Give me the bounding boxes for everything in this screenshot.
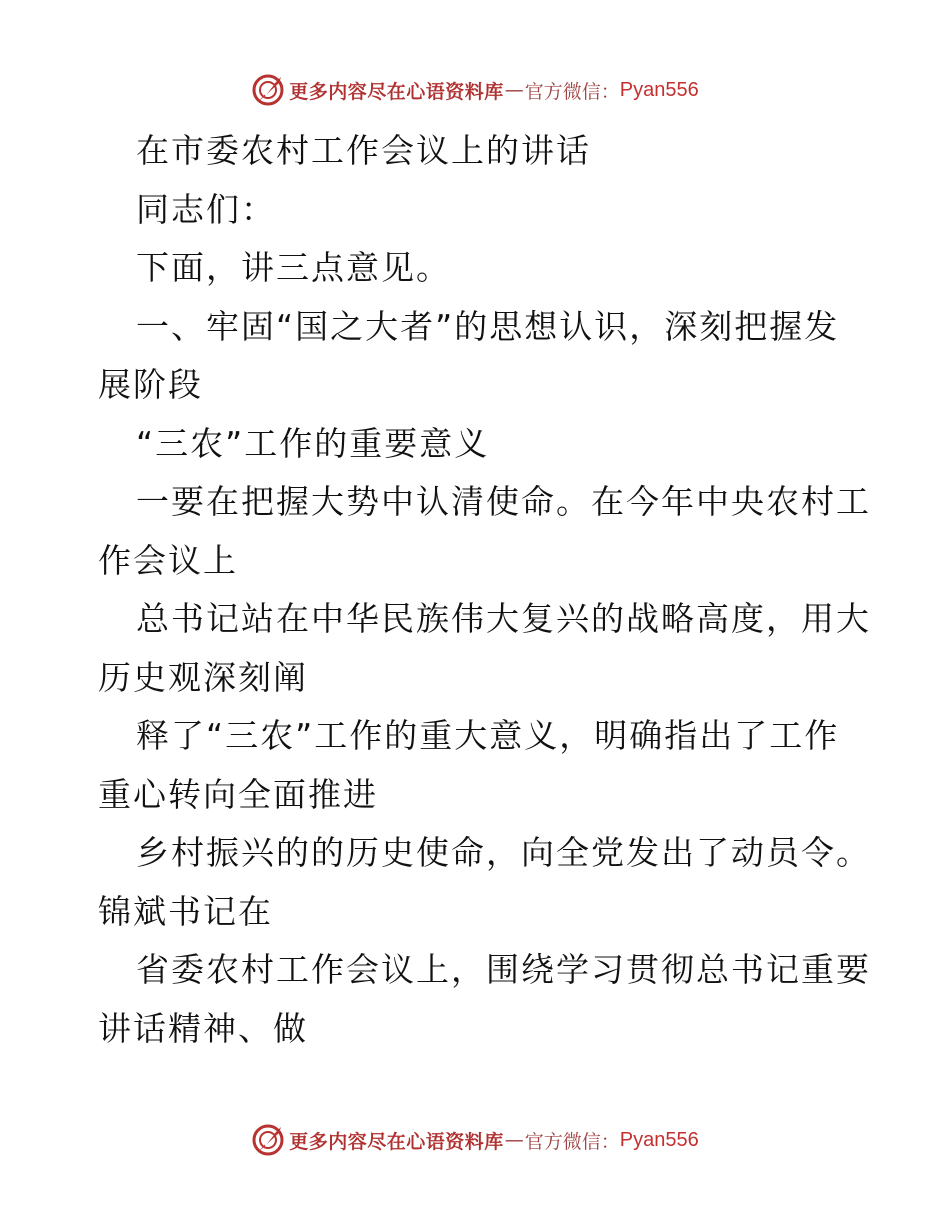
banner-wechat-id: Pyan556 (619, 1128, 699, 1151)
salutation: 同志们： (136, 189, 276, 229)
quill-logo-icon (251, 1123, 285, 1157)
section-heading-line: 展阶段 (98, 365, 203, 404)
document-body (98, 122, 871, 1058)
banner-text: 更多内容尽在心语资料库 (289, 1130, 504, 1153)
banner-wechat-label: 官方微信： (524, 80, 620, 103)
quill-logo-icon (251, 73, 285, 107)
paragraph-line: 讲话精神、做 (98, 1008, 308, 1048)
banner-wechat-id: Pyan556 (619, 78, 699, 101)
paragraph-line: 一要在把握大势中认清使命。在今年中央农村工 (136, 482, 871, 521)
footer-banner (0, 1120, 950, 1160)
paragraph-line: 锦斌书记在 (98, 891, 273, 931)
banner-wechat-label: 官方微信： (524, 1130, 620, 1153)
section-heading-line: 一、牢固“国之大者”的思想认识，深刻把握发 (136, 306, 840, 346)
header-banner (0, 70, 950, 110)
paragraph-line: 省委农村工作会议上，围绕学习贯彻总书记重要 (136, 950, 871, 989)
paragraph-line: 总书记站在中华民族伟大复兴的战略高度，用大 (136, 599, 871, 638)
paragraph-line: 重心转向全面推进 (98, 774, 378, 814)
banner-dash: — (504, 79, 524, 101)
document-title: 在市委农村工作会议上的讲话 (136, 131, 591, 170)
banner-text: 更多内容尽在心语资料库 (289, 80, 504, 103)
banner-dash: — (504, 1129, 524, 1151)
paragraph-line: 历史观深刻阐 (98, 657, 308, 697)
paragraph-line: 作会议上 (98, 540, 238, 580)
paragraph-line: 乡村振兴的的历史使命，向全党发出了动员令。 (136, 833, 871, 872)
paragraph-line: 下面，讲三点意见。 (136, 248, 451, 287)
section-heading-line: “三农”工作的重要意义 (136, 423, 490, 463)
paragraph-line: 释了“三农”工作的重大意义，明确指出了工作 (136, 716, 840, 755)
